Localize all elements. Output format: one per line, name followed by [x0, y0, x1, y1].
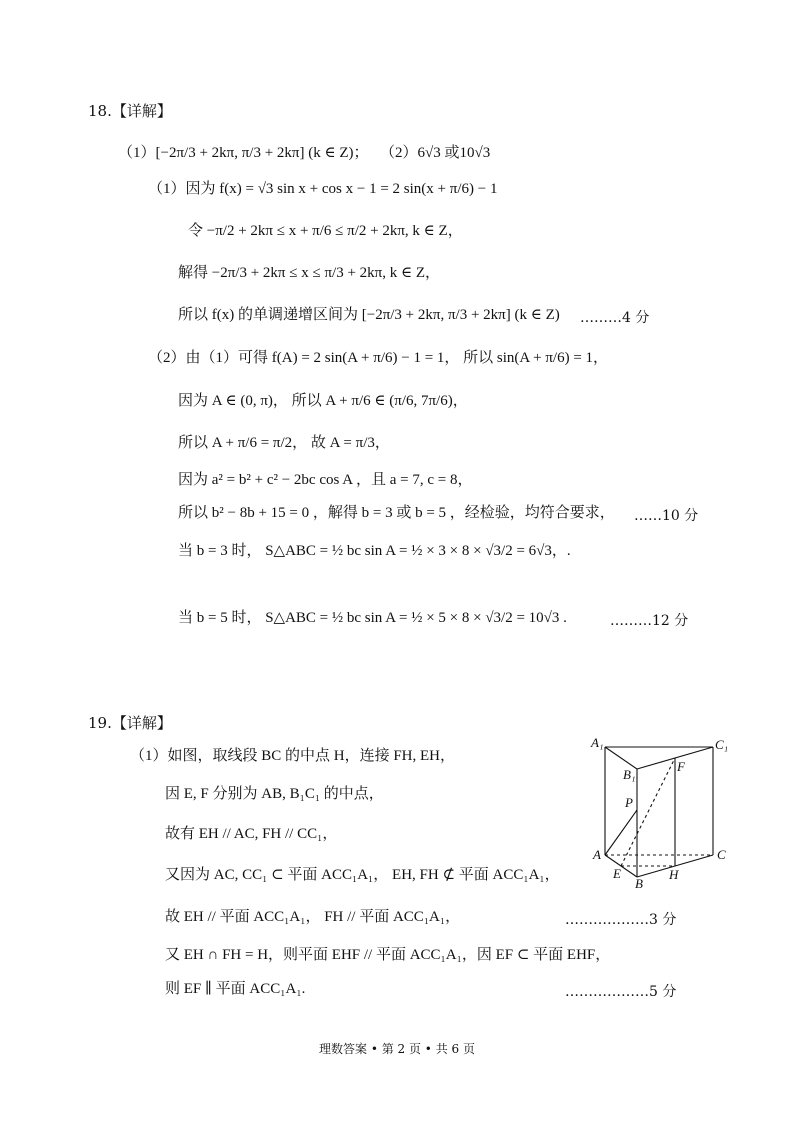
q18-header: 18.【详解】	[88, 102, 172, 120]
q18-step-1: （1）因为 f(x) = √3 sin x + cos x − 1 = 2 sin(x + π/6) − 1	[148, 181, 498, 197]
q18-step-8: 因为 a² = b² + c² − 2bc cos A ，且 a = 7, c = 8，	[178, 472, 473, 488]
q18-score-4: ………4 分	[580, 310, 650, 326]
q19-score-3: ………………3 分	[565, 912, 677, 928]
label-P: P	[625, 795, 633, 810]
q19-step-3: 故有 EH // AC, FH // CC₁，	[165, 826, 338, 842]
q18-step-10: 当 b = 3 时， S△ABC = ½ bc sin A = ½ × 3 × 8 × √3/2 = 6√3，.	[178, 543, 571, 559]
page-footer: 理数答案 • 第 2 页 • 共 6 页	[319, 1042, 475, 1056]
label-A: A	[593, 847, 601, 862]
q19-step-5: 故 EH // 平面 ACC₁A₁， FH // 平面 ACC₁A₁，	[165, 909, 461, 925]
q18-step-9: 所以 b² − 8b + 15 = 0 ，解得 b = 3 或 b = 5 ，经检验，均符合要求，	[178, 505, 615, 521]
q19-score-5: ………………5 分	[565, 984, 677, 1000]
q18-step-6: 因为 A ∈ (0, π)， 所以 A + π/6 ∈ (π/6, 7π/6)，	[178, 393, 468, 409]
q19-header: 19.【详解】	[88, 714, 172, 732]
q18-step-11: 当 b = 5 时， S△ABC = ½ bc sin A = ½ × 5 × 8 × √3/2 = 10√3 .	[178, 610, 567, 626]
q19-step-4: 又因为 AC, CC₁ ⊂ 平面 ACC₁A₁， EH, FH ⊄ 平面 ACC₁A₁，	[165, 867, 560, 883]
label-B: B	[635, 876, 643, 890]
prism-figure	[585, 735, 735, 890]
q18-answer-2: （2）6√3 或10√3	[380, 145, 491, 161]
label-B1: B₁	[623, 767, 636, 782]
label-E: E	[613, 866, 621, 881]
q19-step-1: （1）如图，取线段 BC 的中点 H，连接 FH, EH，	[130, 748, 456, 764]
label-A1: A₁	[591, 735, 604, 750]
q18-step-3: 解得 −2π/3 + 2kπ ≤ x ≤ π/3 + 2kπ, k ∈ Z，	[178, 265, 440, 281]
q18-step-2: 令 −π/2 + 2kπ ≤ x + π/6 ≤ π/2 + 2kπ, k ∈ Z，	[188, 223, 463, 239]
label-C: C	[717, 847, 726, 862]
q18-score-12: ………12 分	[610, 613, 689, 629]
q19-step-7: 则 EF ∥ 平面 ACC₁A₁.	[165, 981, 306, 997]
q18-answer-1: （1）[−2π/3 + 2kπ, π/3 + 2kπ] (k ∈ Z)；	[118, 145, 369, 161]
q18-score-10: ……10 分	[634, 508, 699, 524]
label-C1: C₁	[715, 737, 729, 752]
q19-step-2: 因 E, F 分别为 AB, B₁C₁ 的中点，	[165, 786, 384, 802]
q18-step-5: （2）由（1）可得 f(A) = 2 sin(A + π/6) − 1 = 1， 所以 sin(A + π/6) = 1，	[148, 350, 609, 366]
label-H: H	[669, 867, 679, 882]
q19-step-6: 又 EH ∩ FH = H，则平面 EHF // 平面 ACC₁A₁，因 EF ⊂ 平面 EHF，	[165, 947, 611, 963]
q18-step-4: 所以 f(x) 的单调递增区间为 [−2π/3 + 2kπ, π/3 + 2kπ] (k ∈ Z)	[178, 307, 560, 323]
label-F: F	[677, 759, 685, 774]
q18-step-7: 所以 A + π/6 = π/2， 故 A = π/3，	[178, 435, 390, 451]
